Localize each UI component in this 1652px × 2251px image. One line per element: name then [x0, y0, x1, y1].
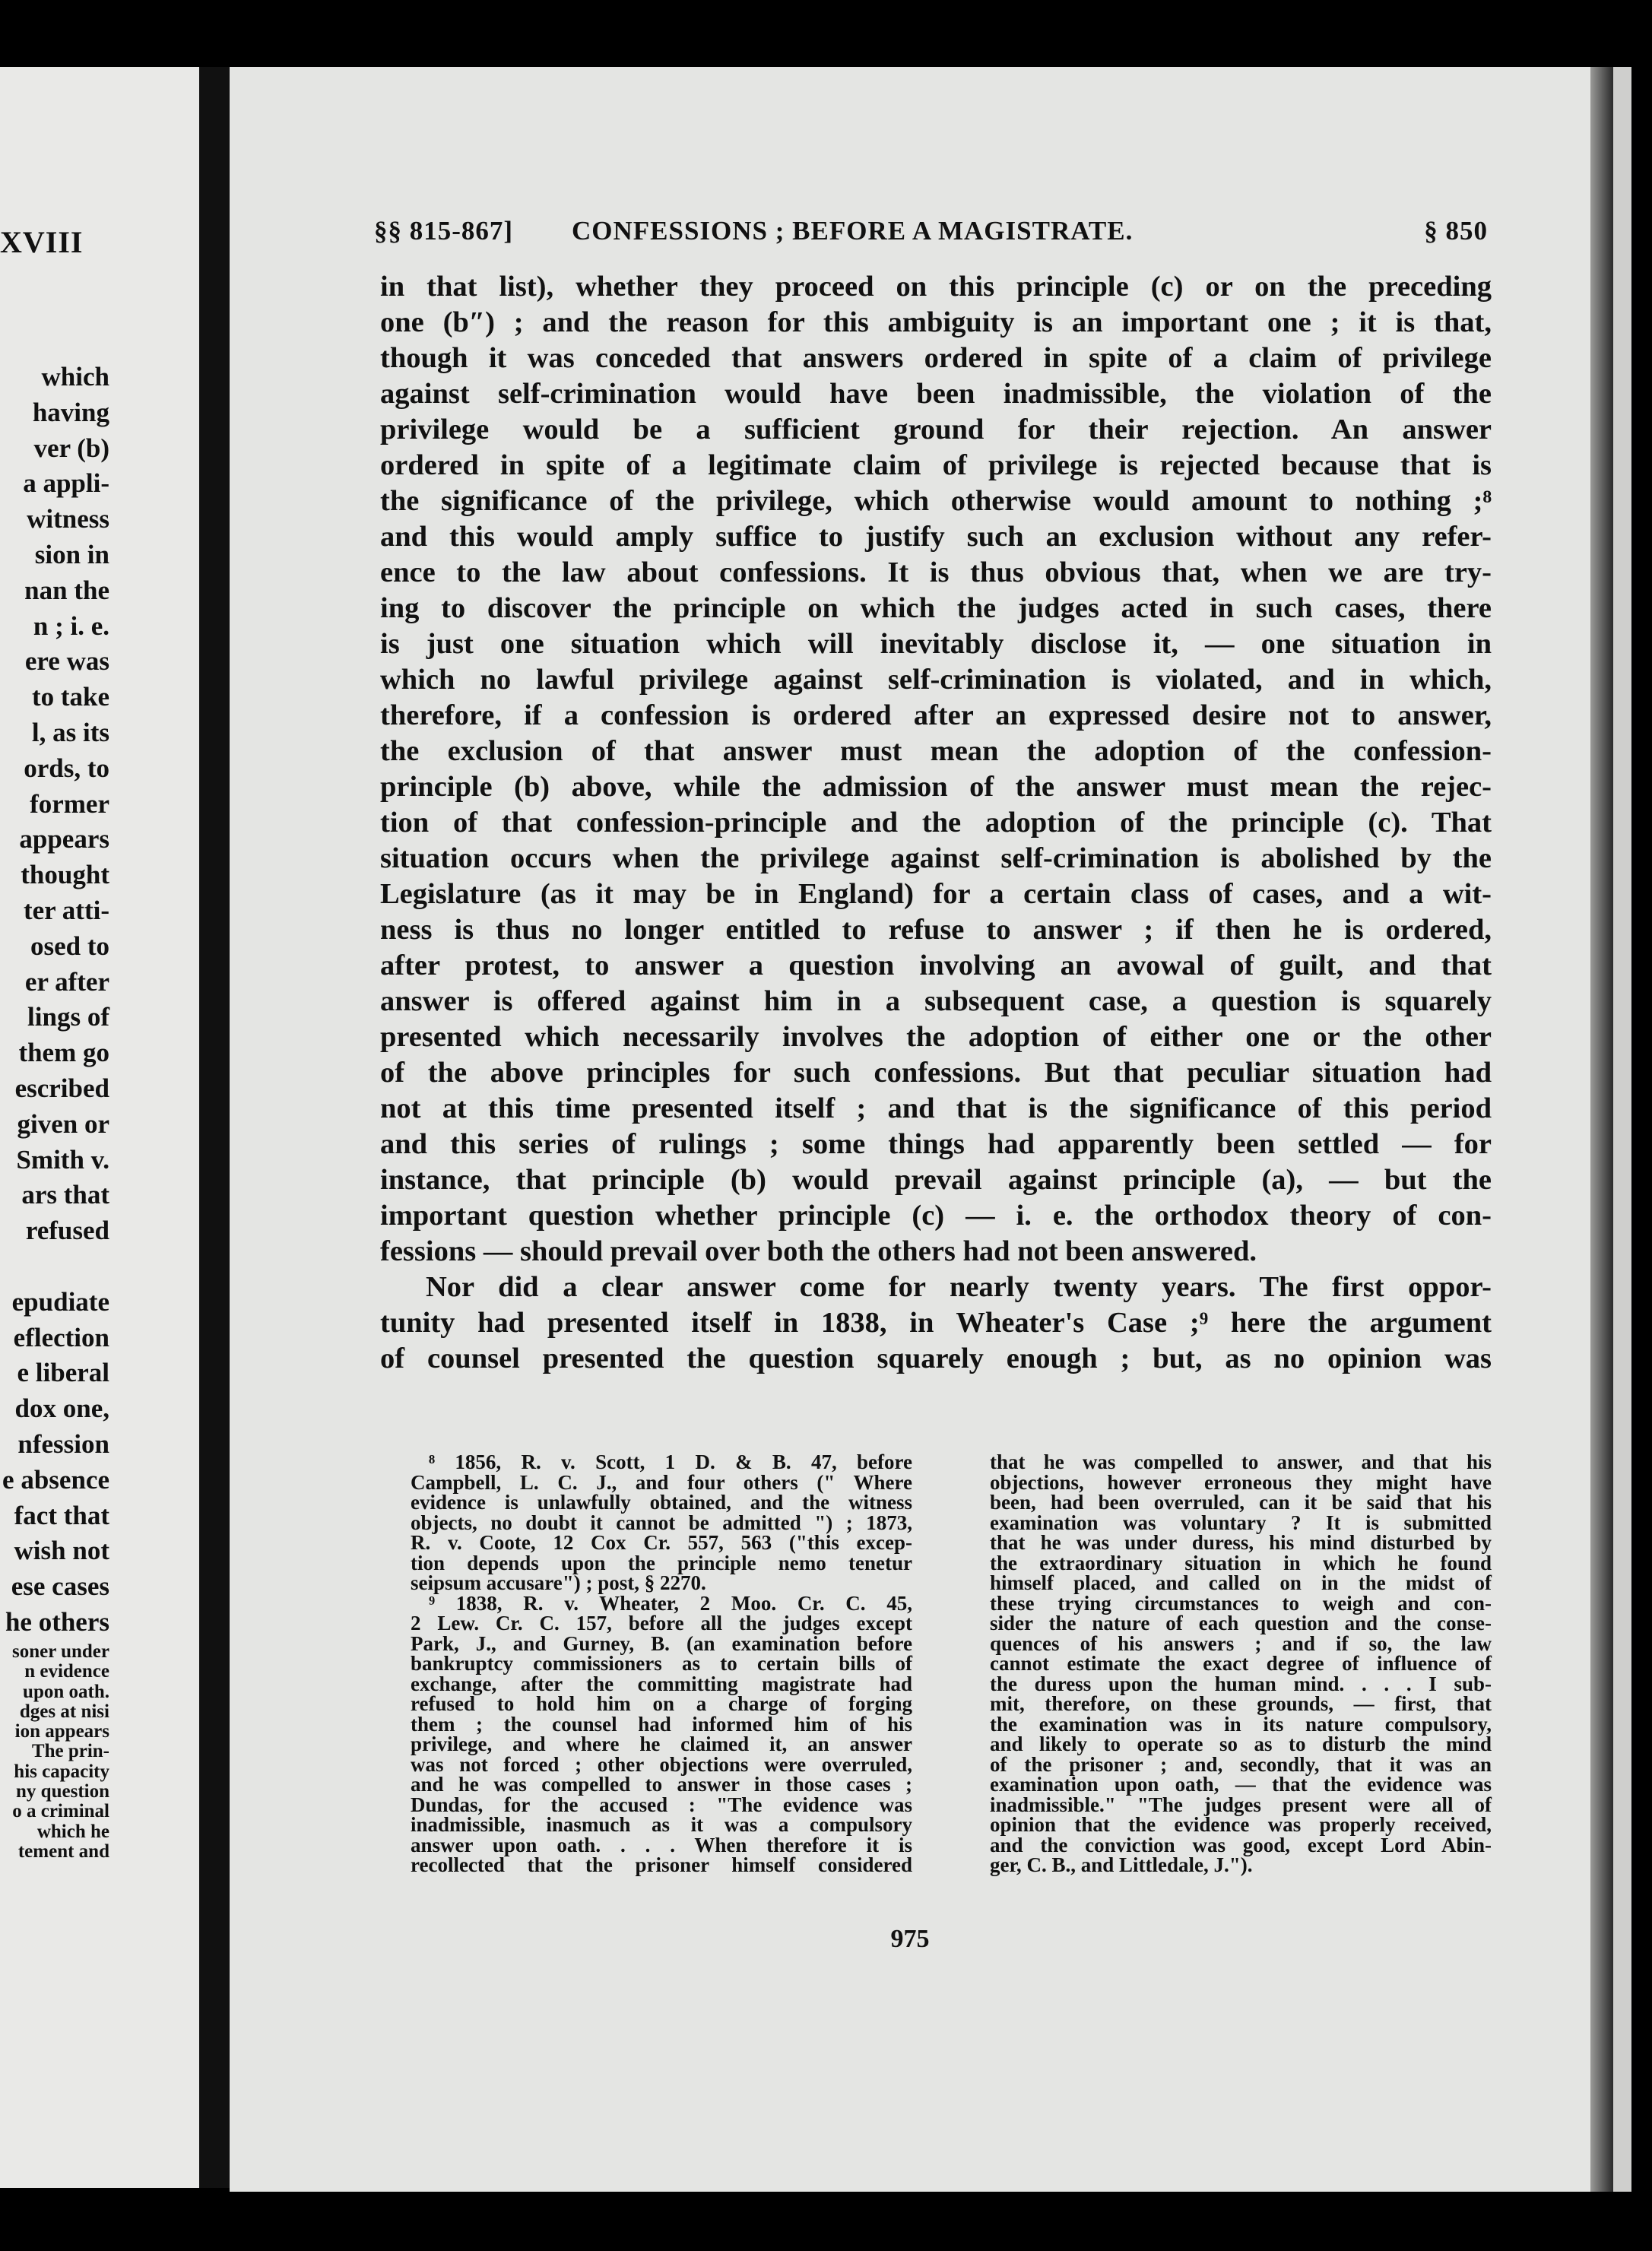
- previous-page-footnotes: [0, 1642, 109, 1862]
- footnote-line: and the conviction was good, except Lord Abin-: [990, 1833, 1492, 1856]
- previous-page-footnote-line: ion appears: [14, 1721, 109, 1742]
- previous-page-line: witness: [27, 504, 109, 534]
- body-line: not at this time presented itself ; and that is the significance of this period: [380, 1092, 1492, 1124]
- previous-page-line: former: [30, 788, 109, 819]
- previous-page-line: Smith v.: [16, 1144, 109, 1175]
- previous-page-line: osed to: [30, 931, 109, 961]
- previous-page-footnote-line: upon oath.: [23, 1681, 109, 1702]
- footnote-line: evidence is unlawfully obtained, and the witness: [411, 1491, 912, 1514]
- previous-page-line: given or: [17, 1108, 109, 1139]
- previous-page-footnote-line: tement and: [17, 1840, 109, 1862]
- running-title: CONFESSIONS ; BEFORE A MAGISTRATE.: [572, 216, 1134, 246]
- footnotes-left-column: [411, 1452, 912, 1875]
- footnote-line: answer upon oath. . . . When therefore it is: [411, 1833, 912, 1856]
- footnote-line: refused to hold him on a charge of forging: [411, 1692, 912, 1715]
- body-line: which no lawful privilege against self-crimination is violated, and in which,: [380, 664, 1492, 696]
- body-line: instance, that principle (b) would prevail against principle (a), — but the: [380, 1164, 1492, 1196]
- previous-page-footnote-line: ny question: [16, 1781, 109, 1802]
- footnote-line: ger, C. B., and Littledale, J.").: [990, 1853, 1253, 1876]
- body-line: against self-crimination would have been inadmissible, the violation of the: [380, 378, 1492, 410]
- previous-page-footnote-line: The prin-: [31, 1741, 109, 1762]
- page-number: 975: [890, 1925, 930, 1953]
- previous-page-line: them go: [18, 1038, 109, 1068]
- body-line: of counsel presented the question squarely enough ; but, as no opinion was: [380, 1343, 1492, 1374]
- body-line: therefore, if a confession is ordered after an expressed desire not to answer,: [380, 699, 1492, 731]
- section-number: § 850: [1424, 216, 1488, 246]
- body-line: tion of that confession-principle and the adoption of the principle (c). That: [380, 807, 1492, 839]
- previous-page-line: ter atti-: [23, 895, 109, 925]
- footnote-line: objects, no doubt it cannot be admitted ") ; 1873,: [411, 1511, 912, 1534]
- section-range: §§ 815-867]: [374, 216, 514, 246]
- footnote-line: mit, therefore, on these grounds, — first, that: [990, 1692, 1492, 1715]
- body-line: answer is offered against him in a subsequent case, a question is squarely: [380, 985, 1492, 1017]
- previous-page-line: dox one,: [14, 1393, 109, 1424]
- footnote-line: them ; the counsel had informed him of his: [411, 1712, 912, 1736]
- previous-page-line: sion in: [34, 539, 109, 569]
- body-line: ence to the law about confessions. It is thus obvious that, when we are try-: [380, 556, 1492, 588]
- previous-page-line: escribed: [14, 1073, 109, 1103]
- footnote-line: seipsum accusare") ; post, § 2270.: [411, 1571, 706, 1594]
- previous-page-header: XVIII: [0, 225, 84, 259]
- body-line: and this would amply suffice to justify such an exclusion without any refer-: [380, 521, 1492, 553]
- previous-page-line: fact that: [14, 1500, 109, 1530]
- footnote-line: Campbell, L. C. J., and four others (" Where: [411, 1470, 912, 1494]
- previous-page-text: [0, 360, 109, 1641]
- footnote-line: the examination was in its nature compulsory,: [990, 1712, 1492, 1736]
- body-line: after protest, to answer a question involving an avowal of guilt, and that: [380, 950, 1492, 981]
- previous-page-line: e liberal: [17, 1358, 109, 1388]
- body-line: presented which necessarily involves the adoption of either one or the other: [380, 1021, 1492, 1053]
- body-line: ordered in spite of a legitimate claim of privilege is rejected because that is: [380, 449, 1492, 481]
- previous-page-line: ese cases: [11, 1571, 109, 1602]
- footnote-line: bankruptcy commissioners as to certain bills of: [411, 1652, 912, 1675]
- previous-page-line: ars that: [21, 1180, 109, 1210]
- footnote-line: been, had been overruled, can it be said that his: [990, 1491, 1492, 1514]
- previous-page-footnote-line: o a criminal: [12, 1801, 109, 1822]
- previous-page-footnote-line: his capacity: [14, 1761, 109, 1782]
- footnote-line: that he was compelled to answer, and that his: [990, 1450, 1492, 1473]
- footnote-line: cannot estimate the exact degree of influence of: [990, 1652, 1492, 1675]
- footnote-line: Park, J., and Gurney, B. (an examination before: [411, 1631, 912, 1655]
- footnotes-right-column: [990, 1452, 1492, 1875]
- footnote-line: inadmissible." "The judges present were all of: [990, 1793, 1492, 1816]
- previous-page-line: nfession: [17, 1428, 109, 1459]
- body-line: Legislature (as it may be in England) for a certain class of cases, and a wit-: [380, 878, 1492, 910]
- body-line: fessions — should prevail over both the others had not been answered.: [380, 1235, 1257, 1267]
- previous-page-line: which: [41, 362, 109, 392]
- book-page: [230, 67, 1590, 2192]
- footnote-line: opinion that the evidence was properly received,: [990, 1813, 1492, 1836]
- footnote-line: of the prisoner ; and, secondly, that it was an: [990, 1752, 1492, 1776]
- previous-page-line: having: [32, 397, 109, 427]
- previous-page-line: thought: [21, 860, 109, 890]
- previous-page-footnote-line: dges at nisi: [19, 1701, 109, 1722]
- previous-page-fragment: [0, 67, 199, 2188]
- body-line: the exclusion of that answer must mean the adoption of the confession-: [380, 735, 1492, 767]
- body-line: though it was conceded that answers ordered in spite of a claim of privilege: [380, 342, 1492, 374]
- body-line: is just one situation which will inevitably disclose it, — one situation in: [380, 628, 1492, 660]
- previous-page-line: l, as its: [31, 717, 109, 747]
- previous-page-footnote-line: n evidence: [24, 1661, 109, 1682]
- footnote-line: examination upon oath, — that the evidence was: [990, 1773, 1492, 1796]
- footnote-line: the duress upon the human mind. . . . I sub-: [990, 1672, 1492, 1695]
- footnote-line: ⁹ 1838, R. v. Wheater, 2 Moo. Cr. C. 45,: [429, 1591, 912, 1615]
- footnote-line: sider the nature of each question and the conse-: [990, 1612, 1492, 1634]
- footnote-line: himself placed, and called on in the midst of: [990, 1571, 1492, 1594]
- book-gutter: [199, 67, 230, 2188]
- previous-page-line: wish not: [14, 1536, 109, 1566]
- page-edge: [1613, 67, 1631, 2192]
- footnote-line: the extraordinary situation in which he found: [990, 1551, 1492, 1574]
- previous-page-line: appears: [19, 824, 109, 854]
- body-line: situation occurs when the privilege against self-crimination is abolished by the: [380, 842, 1492, 874]
- previous-page-line: lings of: [27, 1002, 109, 1032]
- previous-page-line: ver (b): [33, 433, 109, 463]
- previous-page-line: er after: [24, 966, 109, 997]
- body-line: important question whether principle (c) — i. e. the orthodox theory of con-: [380, 1200, 1492, 1232]
- footnote-line: objections, however erroneous they might have: [990, 1470, 1492, 1494]
- previous-page-line: he others: [5, 1606, 109, 1637]
- footnote-line: and likely to operate so as to disturb the mind: [990, 1733, 1492, 1755]
- footnote-line: R. v. Coote, 12 Cox Cr. 557, 563 ("this excep-: [411, 1531, 912, 1554]
- running-header: [374, 216, 1488, 254]
- body-line: of the above principles for such confessions. But that peculiar situation had: [380, 1057, 1492, 1089]
- footnote-line: examination was voluntary ? It is submitted: [990, 1511, 1492, 1534]
- body-line: ing to discover the principle on which the judges acted in such cases, there: [380, 592, 1492, 624]
- footnote-line: was not forced ; other objections were overruled,: [411, 1752, 912, 1776]
- footnote-line: inadmissible, inasmuch as it was a compulsory: [411, 1813, 912, 1836]
- previous-page-footnote-line: which he: [36, 1821, 109, 1842]
- body-line: privilege would be a sufficient ground for their rejection. An answer: [380, 414, 1492, 445]
- footnote-line: tion depends upon the principle nemo tenetur: [411, 1551, 912, 1574]
- previous-page-line: ords, to: [24, 753, 109, 783]
- footnote-line: quences of his answers ; and if so, the law: [990, 1631, 1492, 1655]
- footnote-line: these trying circumstances to weigh and con-: [990, 1591, 1492, 1615]
- footnote-line: 2 Lew. Cr. C. 157, before all the judges except: [411, 1612, 912, 1634]
- previous-page-line: eflection: [13, 1322, 109, 1352]
- previous-page-line: ere was: [24, 646, 109, 677]
- previous-page-line: epudiate: [11, 1286, 109, 1317]
- body-line: Nor did a clear answer come for nearly twenty years. The first oppor-: [426, 1271, 1492, 1303]
- previous-page-line: n ; i. e.: [33, 610, 109, 641]
- footnote-line: ⁸ 1856, R. v. Scott, 1 D. & B. 47, before: [429, 1450, 912, 1473]
- previous-page-line: a appli-: [23, 468, 109, 499]
- previous-page-footnote-line: soner under: [11, 1641, 109, 1662]
- body-line: and this series of rulings ; some things had apparently been settled — for: [380, 1128, 1492, 1160]
- body-line: tunity had presented itself in 1838, in Wheater's Case ;⁹ here the argument: [380, 1307, 1492, 1339]
- page-edge-shadow: [1590, 67, 1613, 2192]
- previous-page-line: nan the: [24, 575, 109, 605]
- previous-page-line: e absence: [2, 1464, 109, 1495]
- footnote-line: and he was compelled to answer in those cases ;: [411, 1773, 912, 1796]
- footnote-line: exchange, after the committing magistrate had: [411, 1672, 912, 1695]
- body-line: in that list), whether they proceed on this principle (c) or on the preceding: [380, 271, 1492, 303]
- body-line: ness is thus no longer entitled to refuse to answer ; if then he is ordered,: [380, 914, 1492, 946]
- body-line: one (b″) ; and the reason for this ambiguity is an important one ; it is that,: [380, 306, 1492, 338]
- body-line: the significance of the privilege, which otherwise would amount to nothing ;⁸: [380, 485, 1492, 517]
- previous-page-line: to take: [31, 682, 109, 712]
- previous-page-line: [0, 1249, 109, 1285]
- footnote-line: recollected that the prisoner himself considered: [411, 1853, 912, 1876]
- footnote-line: privilege, and where he claimed it, an answer: [411, 1733, 912, 1755]
- footnote-line: Dundas, for the accused : "The evidence was: [411, 1793, 912, 1816]
- previous-page-line: refused: [25, 1216, 109, 1246]
- footnote-line: that he was under duress, his mind disturbed by: [990, 1531, 1492, 1554]
- body-text: [380, 269, 1492, 1377]
- body-line: principle (b) above, while the admission of the answer must mean the rejec-: [380, 771, 1492, 803]
